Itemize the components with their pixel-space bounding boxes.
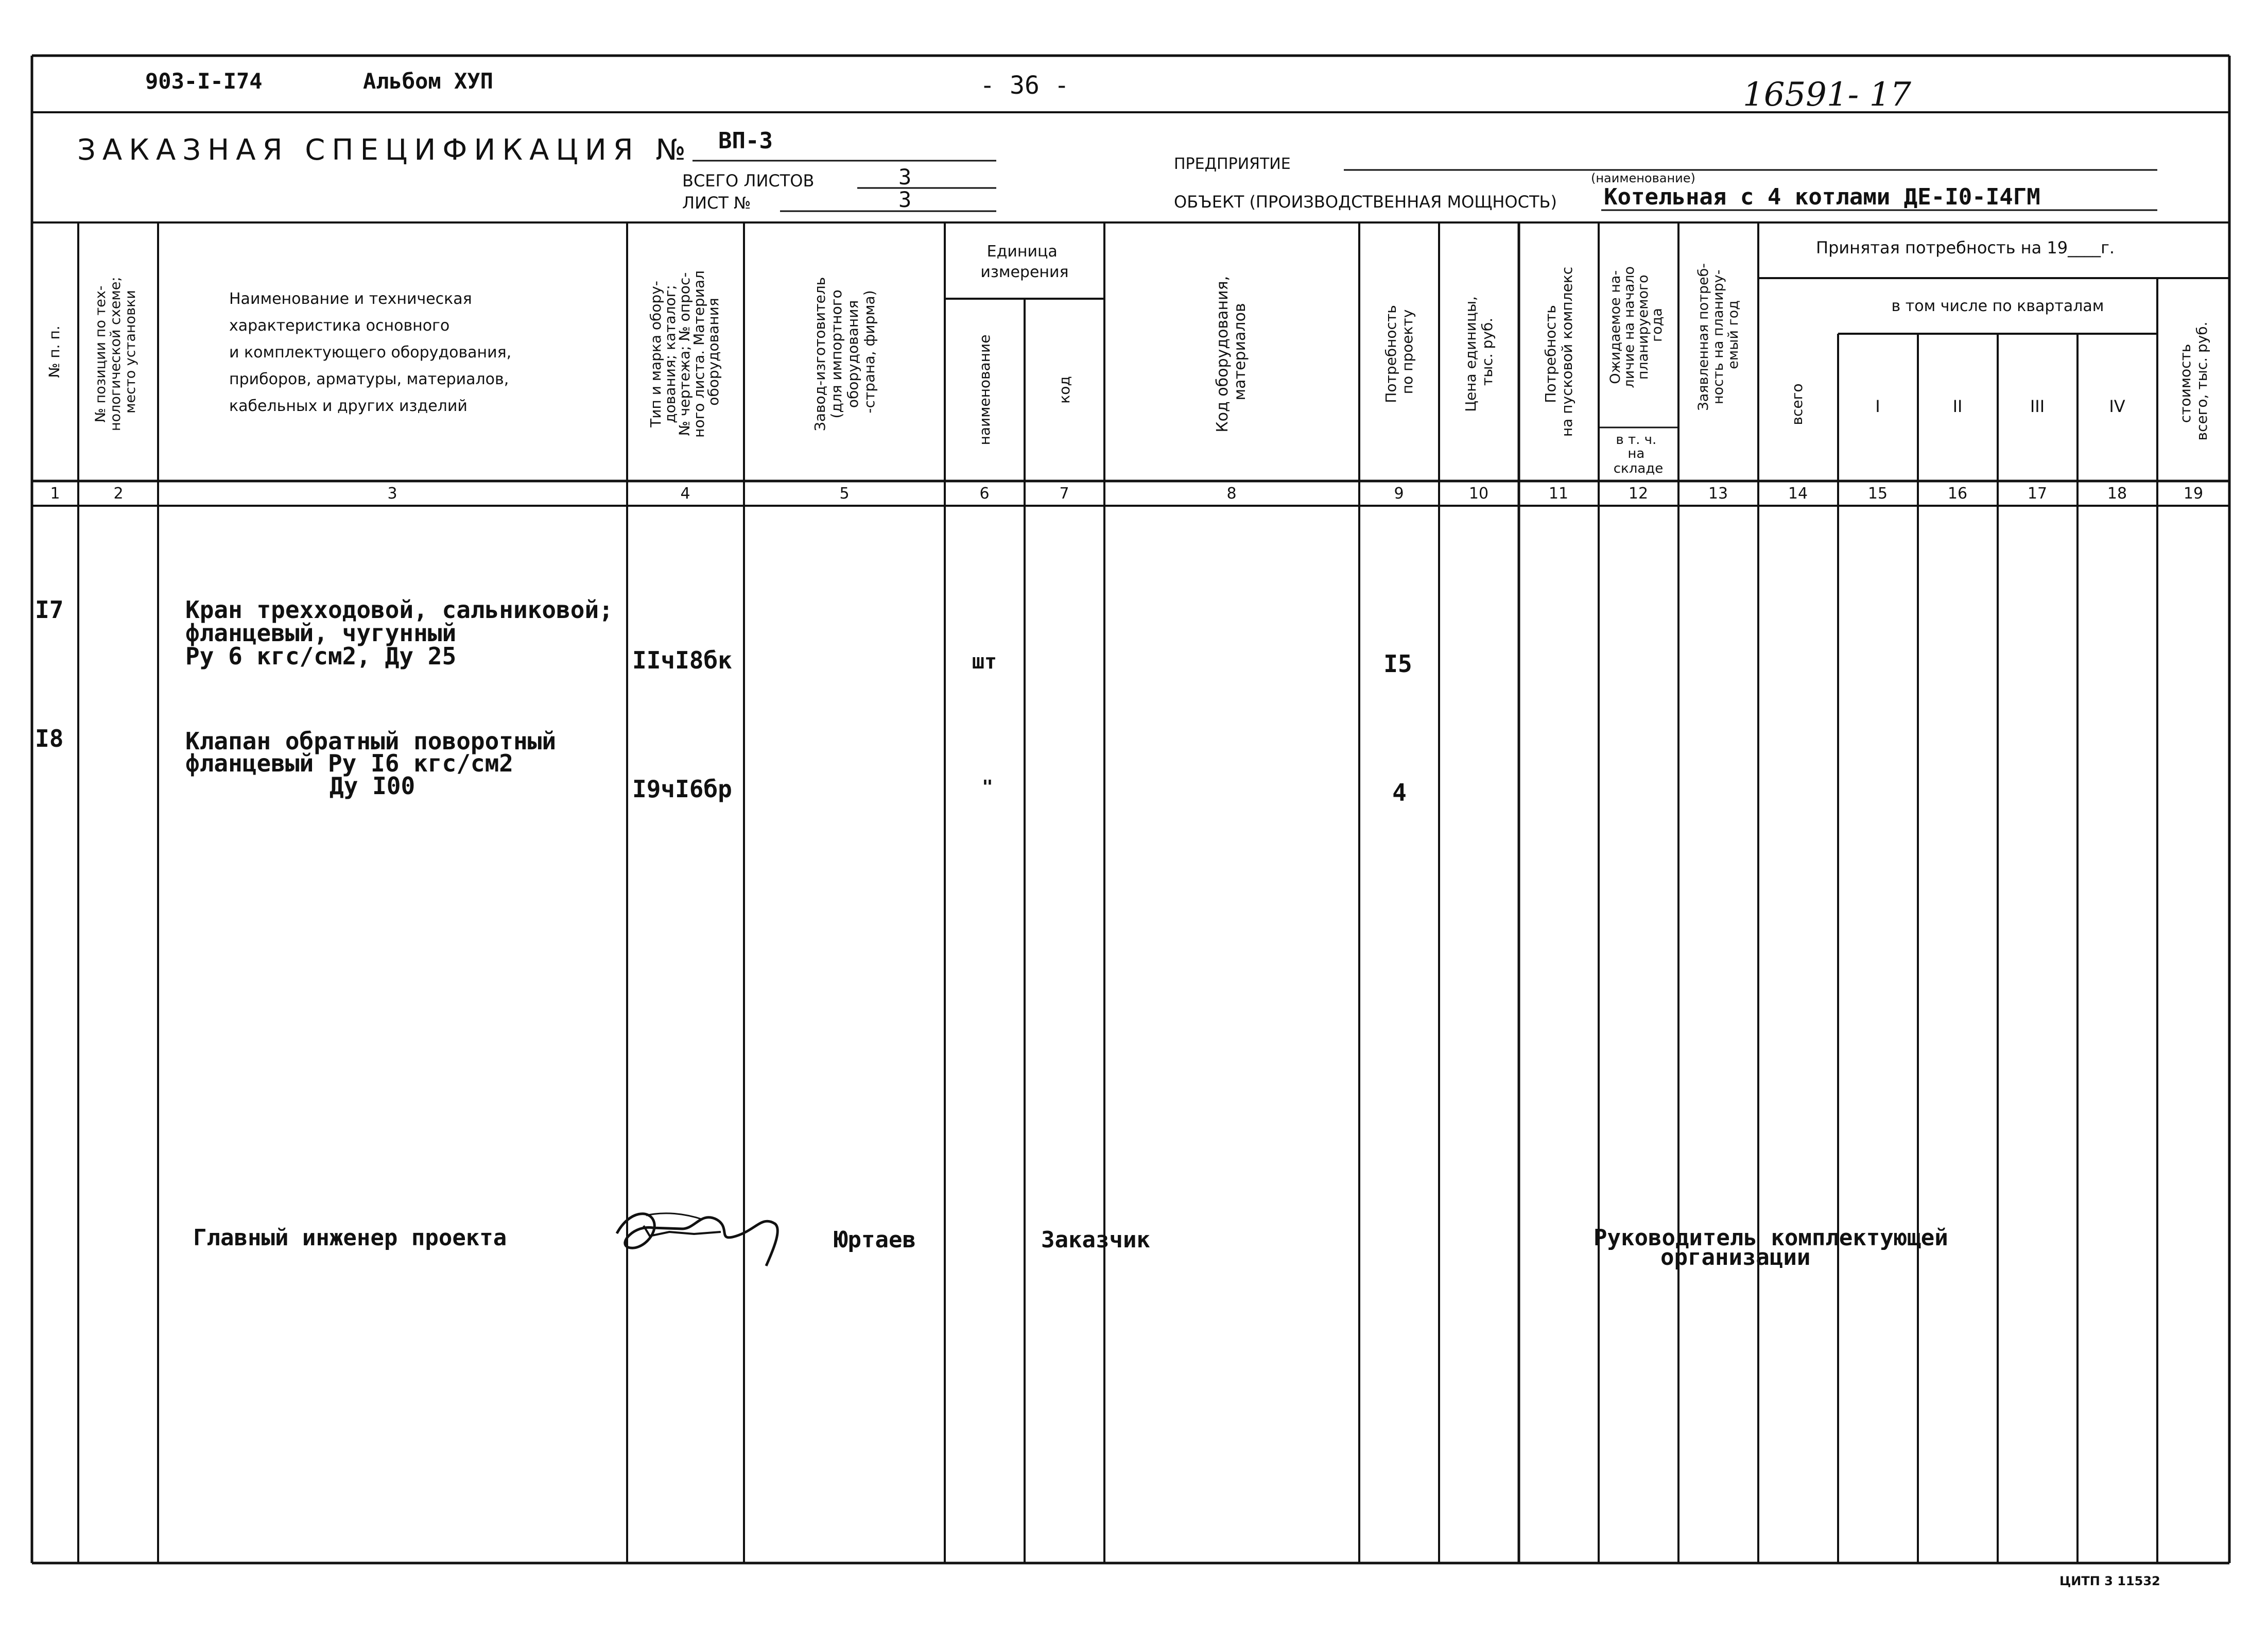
col-header-5: Завод-изготовитель (для импортного оборудования -страна, фирма): [811, 277, 878, 432]
enterprise-label: ПРЕДПРИЯТИЕ: [1174, 155, 1291, 173]
col-header-15: I: [1875, 397, 1880, 416]
print-stamp: ЦИТП 3 11532: [2059, 1574, 2160, 1588]
column-number: 13: [1708, 485, 1728, 503]
item-quantity: I5: [1383, 650, 1412, 678]
object-value: Котельная с 4 котлами ДЕ-I0-I4ГМ: [1604, 184, 2040, 210]
col-header-6: наименование: [976, 334, 993, 445]
column-headers: [46, 238, 2210, 476]
col-header-quarters-group: в том числе по кварталам: [1891, 297, 2104, 315]
column-number: 16: [1947, 485, 1968, 503]
column-number: 18: [2107, 485, 2127, 503]
item-name: Клапан обратный поворотный фланцевый Ру I6 кгс/см2 Ду I00: [185, 727, 557, 800]
col-header-4: Тип и марка обору- дования; каталог; № чертежа; № опрос- ного листа. Материал оборудования: [647, 270, 722, 438]
enterprise-caption: (наименование): [1591, 171, 1695, 185]
customer-label: Заказчик: [1041, 1227, 1150, 1253]
column-number: 17: [2027, 485, 2048, 503]
sheet-no-label: ЛИСТ №: [682, 193, 751, 213]
signature-block: [193, 1213, 1962, 1271]
album-label: Альбом ХУП: [363, 68, 493, 94]
table-grid: [32, 56, 2229, 1563]
col-header-11: Потребность на пусковой комплекс: [1542, 266, 1576, 437]
column-number: 19: [2183, 485, 2204, 503]
item-type: IIчI8бк: [632, 646, 732, 674]
col-header-2: № позиции по тех- нологической схеме; место установки: [93, 277, 138, 432]
col-header-18: IV: [2109, 397, 2125, 416]
column-number: 3: [387, 485, 397, 503]
sheet-no-value: 3: [898, 187, 912, 212]
column-number: 8: [1226, 485, 1237, 503]
col-header-accepted-group: Принятая потребность на 19____г.: [1816, 238, 2115, 258]
row-number: I8: [35, 725, 64, 752]
col-header-3: Наименование и техническая характеристика основного и комплектующего оборудования, приборов, арматуры, материалов, кабельных и других изделий: [229, 290, 512, 415]
col-header-16: II: [1952, 397, 1963, 416]
column-number: 11: [1548, 485, 1569, 503]
spec-title: ЗАКАЗНАЯ СПЕЦИФИКАЦИЯ №: [77, 133, 692, 167]
item-unit: ": [982, 777, 993, 798]
total-sheets-value: 3: [898, 164, 912, 190]
column-number: 4: [680, 485, 690, 503]
col-header-17: III: [2030, 397, 2045, 416]
item-unit: шт: [972, 650, 997, 674]
column-number: 10: [1468, 485, 1489, 503]
column-number: 6: [979, 485, 990, 503]
col-header-13: Заявленная потреб- ность на планиру- емый год: [1695, 263, 1741, 411]
page-number: - 36 -: [980, 71, 1069, 100]
inventory-number: 16591- 17: [1743, 76, 1911, 114]
col-header-8: Код оборудования, материалов: [1214, 276, 1249, 433]
chief-engineer-label: Главный инженер проекта: [193, 1225, 507, 1251]
header-strip: [145, 68, 1911, 114]
item-name: Кран трехходовой, сальниковой; фланцевый, чугунный Ру 6 кгс/см2, Ду 25: [185, 596, 613, 670]
col-header-14: всего: [1789, 383, 1806, 425]
column-number: 2: [113, 485, 124, 503]
column-number: 5: [839, 485, 850, 503]
column-number: 15: [1867, 485, 1888, 503]
row-number: I7: [35, 596, 64, 624]
total-sheets-label: ВСЕГО ЛИСТОВ: [682, 171, 815, 191]
col-header-1: № п. п.: [46, 325, 63, 378]
col-header-10: Цена единицы, тыс. руб.: [1462, 296, 1496, 412]
chief-engineer-name: Юртаев: [834, 1227, 916, 1253]
table-row: [35, 725, 1407, 807]
spec-number: ВП-3: [718, 128, 773, 154]
column-number: 7: [1059, 485, 1069, 503]
col-header-12-stock: в т. ч. на складе: [1613, 432, 1664, 476]
item-type: I9чI6бр: [632, 775, 732, 803]
handwritten-signature: [617, 1213, 777, 1266]
column-number: 12: [1628, 485, 1649, 503]
table-row: [35, 596, 1412, 678]
col-header-7: код: [1056, 376, 1073, 404]
column-number: 9: [1394, 485, 1404, 503]
col-header-12: Ожидаемое на- личие на начало планируемого года: [1607, 266, 1665, 388]
doc-code: 903-I-I74: [145, 68, 263, 94]
column-number: 1: [50, 485, 60, 503]
col-header-unit-group: Единица измерения: [980, 243, 1069, 281]
col-header-9: Потребность по проекту: [1382, 305, 1416, 403]
column-number: 14: [1788, 485, 1808, 503]
title-block: [77, 128, 2157, 213]
column-number-row: [50, 485, 2203, 503]
item-quantity: 4: [1392, 779, 1407, 807]
org-head-label: Руководитель комплектующей организации: [1594, 1225, 1948, 1271]
col-header-19: стоимость всего, тыс. руб.: [2177, 321, 2210, 441]
object-label: ОБЪЕКТ (ПРОИЗВОДСТВЕННАЯ МОЩНОСТЬ): [1174, 192, 1557, 212]
